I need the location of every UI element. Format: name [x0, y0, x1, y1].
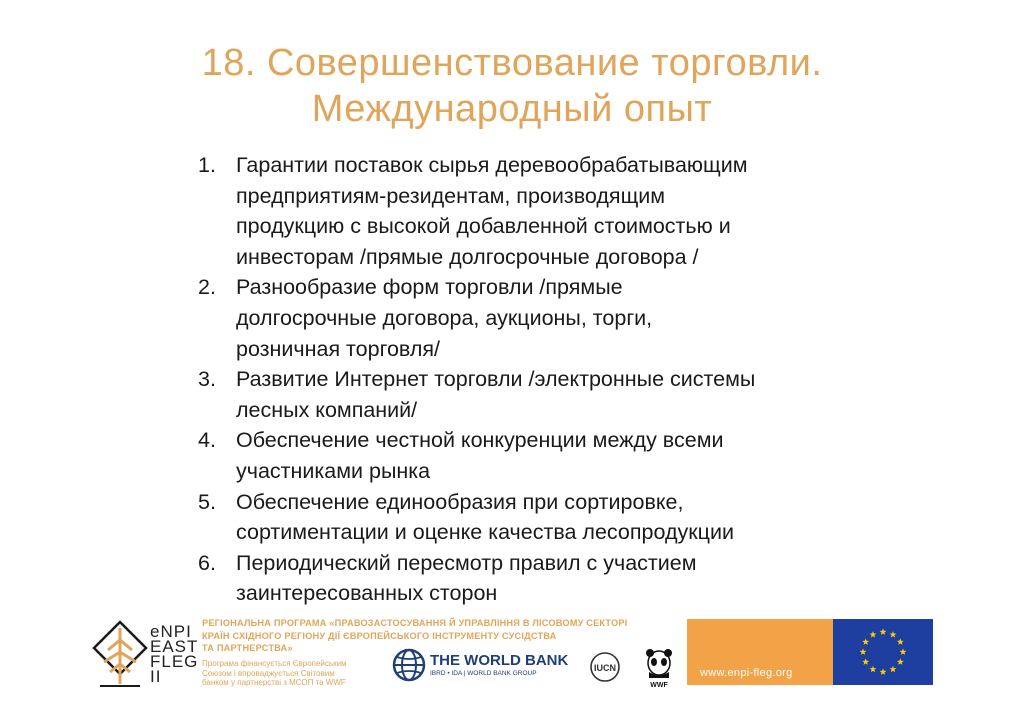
funding-line-3: банком у партнерстві з МСОП та WWF	[202, 678, 346, 687]
eu-star	[862, 658, 869, 665]
list-item	[198, 364, 838, 425]
globe-icon	[392, 648, 426, 682]
enpi-logo-text	[150, 624, 198, 684]
list-item-line: сортиментации и оценке качества лесопродукции	[236, 520, 734, 545]
list-item	[198, 425, 838, 486]
eu-star	[900, 648, 907, 655]
list-item-line: заинтересованных сторон	[236, 581, 498, 606]
eu-star	[860, 648, 867, 655]
logo-line-1: eNPI	[150, 622, 192, 641]
list-item-line: продукцию с высокой добавленной стоимостью и	[236, 214, 731, 239]
eu-star	[880, 628, 887, 635]
list-item-line: Периодический пересмотр правил с участием	[236, 550, 697, 575]
eu-stars-icon	[833, 619, 933, 685]
eu-star	[890, 666, 897, 673]
funding-line-1: Програма фінансується Європейським	[202, 659, 347, 668]
list-item-number: 1.	[198, 153, 216, 177]
iucn-label: IUCN	[594, 663, 616, 673]
list-item-number: 5.	[198, 489, 216, 514]
world-bank-logo	[392, 646, 572, 686]
iucn-logo	[590, 652, 620, 682]
wwf-label: WWF	[650, 682, 668, 688]
list-item-line: Обеспечение честной конкуренции между всеми	[236, 428, 724, 453]
logo-line-4: II	[150, 667, 162, 686]
title-line-2: Международный опыт	[311, 88, 713, 130]
eu-star	[897, 658, 904, 665]
list-item	[198, 548, 838, 609]
program-line-3: ТА ПАРТНЕРСТВА»	[202, 643, 293, 653]
list-item-line: Обеспечение единообразия при сортировке,	[236, 489, 684, 514]
panda-icon	[643, 648, 675, 688]
slide-title	[0, 40, 1024, 132]
world-bank-title: THE WORLD BANK	[430, 652, 569, 669]
eu-star	[870, 631, 877, 638]
list-item-line: Разнообразие форм торговли /прямые	[236, 275, 623, 300]
list-item-number: 4.	[198, 428, 216, 453]
list-item-line: участниками рынка	[236, 458, 431, 483]
list-item-number: 2.	[198, 275, 216, 300]
list-item	[198, 272, 838, 364]
world-bank-subtitle: IBRD • IDA | WORLD BANK GROUP	[430, 670, 537, 677]
eu-star	[890, 631, 897, 638]
list-item	[198, 487, 838, 548]
funding-note	[202, 659, 392, 688]
wwf-logo	[643, 648, 675, 688]
eu-flag	[833, 619, 933, 685]
eu-star	[897, 638, 904, 645]
list-item-line: предприятиям-резидентам, производящим	[236, 183, 666, 208]
list-item	[198, 150, 838, 272]
title-line-1: 18. Совершенствование торговли.	[201, 42, 823, 84]
eu-star	[870, 666, 877, 673]
list-item-line: инвесторам /прямые долгосрочные договора /	[236, 244, 699, 269]
list-item-line: долгосрочные договора, аукционы, торги,	[236, 305, 653, 330]
footer-logos	[0, 612, 1024, 692]
enpi-fleg-logo	[92, 620, 202, 690]
eu-star	[862, 638, 869, 645]
list-item-line: Развитие Интернет торговли /электронные системы	[236, 367, 756, 392]
eu-star	[880, 668, 887, 675]
logo-line-3: FLEG	[150, 652, 199, 671]
list-item-number: 3.	[198, 367, 216, 392]
iucn-icon	[590, 652, 620, 682]
logo-line-2: EAST	[150, 637, 199, 656]
list-item-number: 6.	[198, 550, 216, 575]
list-item-line: Гарантии поставок сырья деревообрабатывающим	[236, 153, 748, 177]
tree-icon	[92, 620, 148, 690]
website-link[interactable]: www.enpi-fleg.org	[700, 667, 793, 679]
list-item-line: розничная торговля/	[236, 336, 440, 361]
program-line-2: КРАЇН СХІДНОГО РЕГІОНУ ДІЇ ЄВРОПЕЙСЬКОГО ІНСТРУМЕНТУ СУСІДСТВА	[202, 630, 557, 641]
measures-list	[198, 150, 838, 609]
list-item-line: лесных компаний/	[236, 397, 418, 422]
funding-line-2: Союзом і впроваджується Світовим	[202, 668, 335, 678]
program-line-1: РЕГІОНАЛЬНА ПРОГРАМА «ПРАВОЗАСТОСУВАННЯ Й УПРАВЛІННЯ В ЛІСОВОМУ СЕКТОРІ	[202, 618, 628, 628]
